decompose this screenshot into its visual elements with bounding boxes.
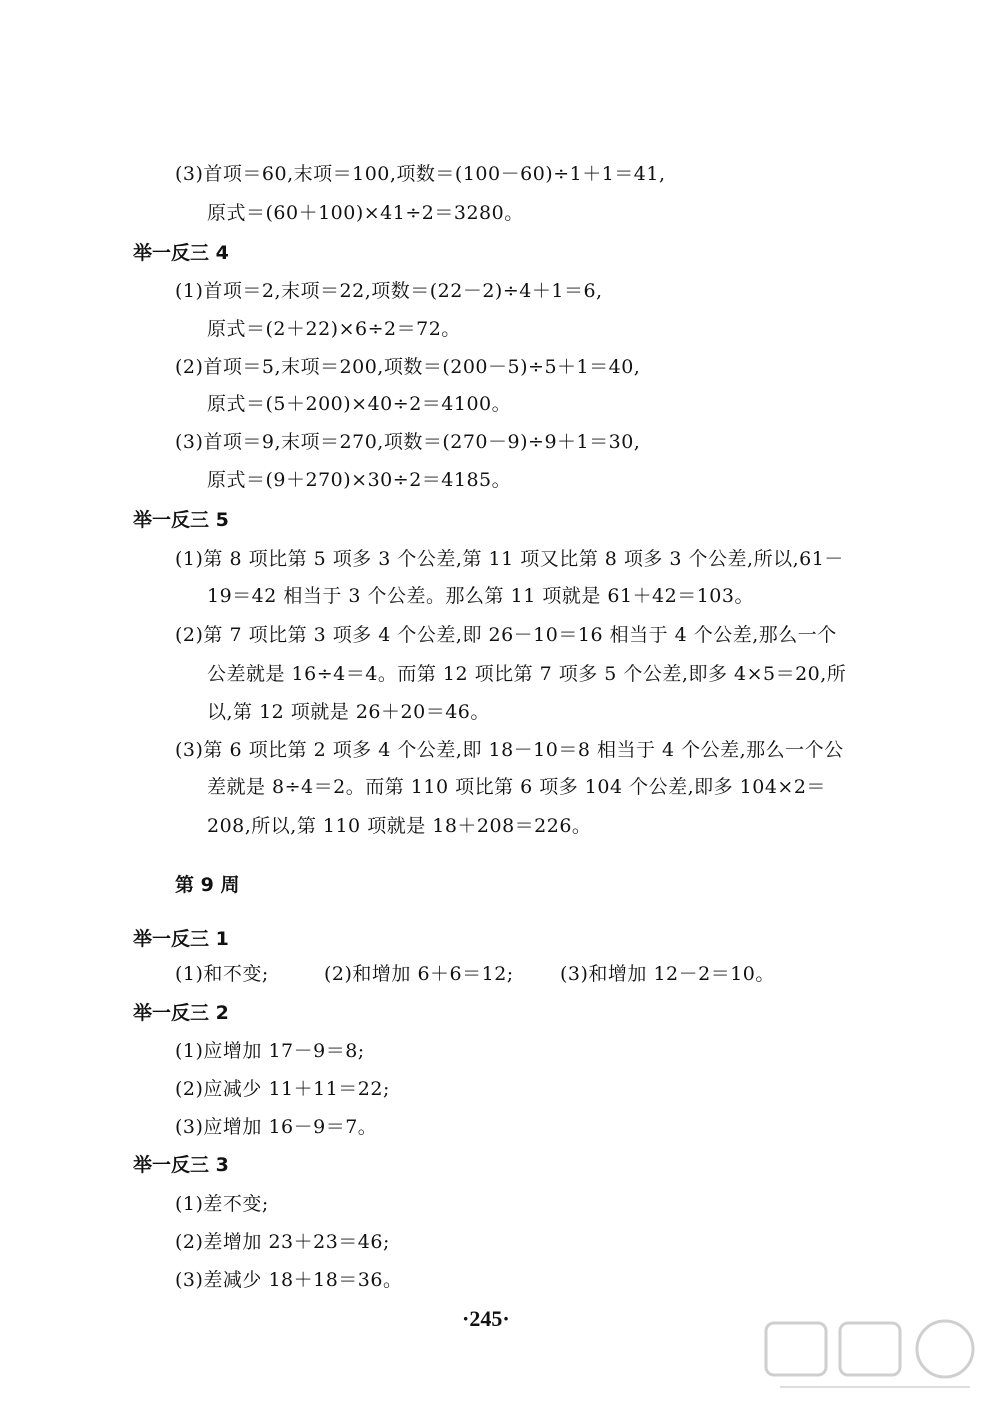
page-number [462, 1306, 510, 1332]
answer-line: (2)应减少 11＋11＝22; [175, 1078, 390, 1100]
answer-line: (3)首项＝9,末项＝270,项数＝(270－9)÷9＋1＝30, [175, 431, 641, 453]
watermark-logo [760, 1317, 990, 1407]
answer-line: 19＝42 相当于 3 个公差。那么第 11 项就是 61＋42＝103。 [207, 585, 754, 607]
page-number-dots-right: · [502, 1306, 510, 1331]
answer-line: (3)第 6 项比第 2 项多 4 个公差,即 18－10＝8 相当于 4 个公差,那么一个公 [175, 739, 844, 761]
section-heading: 举一反三 5 [133, 509, 229, 531]
answer-line: (1)第 8 项比第 5 项多 3 个公差,第 11 项又比第 8 项多 3 个公差,所以,61－ [175, 548, 844, 570]
watermark-icon [760, 1317, 990, 1407]
page-number-dots-left: · [462, 1306, 470, 1331]
section-heading: 举一反三 4 [133, 242, 229, 264]
section-heading: 举一反三 3 [133, 1154, 229, 1176]
answer-line: (2)第 7 项比第 3 项多 4 个公差,即 26－10＝16 相当于 4 个公差,那么一个 [175, 624, 837, 646]
answer-line: (3)和增加 12－2＝10。 [560, 963, 775, 985]
answer-line: 原式＝(60＋100)×41÷2＝3280。 [207, 202, 524, 224]
answer-line: (3)首项＝60,末项＝100,项数＝(100－60)÷1＋1＝41, [175, 163, 666, 185]
page-number-text: 245 [469, 1306, 503, 1331]
answer-line: (3)差减少 18＋18＝36。 [175, 1269, 403, 1291]
answer-line: 原式＝(2＋22)×6÷2＝72。 [207, 318, 461, 340]
answer-line: 208,所以,第 110 项就是 18＋208＝226。 [207, 815, 592, 837]
answer-line: 以,第 12 项就是 26＋20＝46。 [207, 701, 490, 723]
answer-line: 差就是 8÷4＝2。而第 110 项比第 6 项多 104 个公差,即多 104×2＝ [207, 776, 826, 798]
answer-line: (2)首项＝5,末项＝200,项数＝(200－5)÷5＋1＝40, [175, 356, 641, 378]
answer-line: (1)应增加 17－9＝8; [175, 1040, 365, 1062]
answer-line: (1)和不变; [175, 963, 269, 985]
answer-line: 原式＝(5＋200)×40÷2＝4100。 [207, 393, 512, 415]
answer-line: 原式＝(9＋270)×30÷2＝4185。 [207, 469, 512, 491]
answer-line: (2)和增加 6＋6＝12; [324, 963, 514, 985]
answer-line: (1)差不变; [175, 1193, 269, 1215]
answer-line: (2)差增加 23＋23＝46; [175, 1231, 390, 1253]
week-heading: 第 9 周 [175, 874, 240, 896]
answer-line: (1)首项＝2,末项＝22,项数＝(22－2)÷4＋1＝6, [175, 280, 603, 302]
section-heading: 举一反三 1 [133, 928, 229, 950]
answer-line: 公差就是 16÷4＝4。而第 12 项比第 7 项多 5 个公差,即多 4×5＝20,所 [207, 663, 847, 685]
section-heading: 举一反三 2 [133, 1002, 229, 1024]
answer-line: (3)应增加 16－9＝7。 [175, 1116, 378, 1138]
